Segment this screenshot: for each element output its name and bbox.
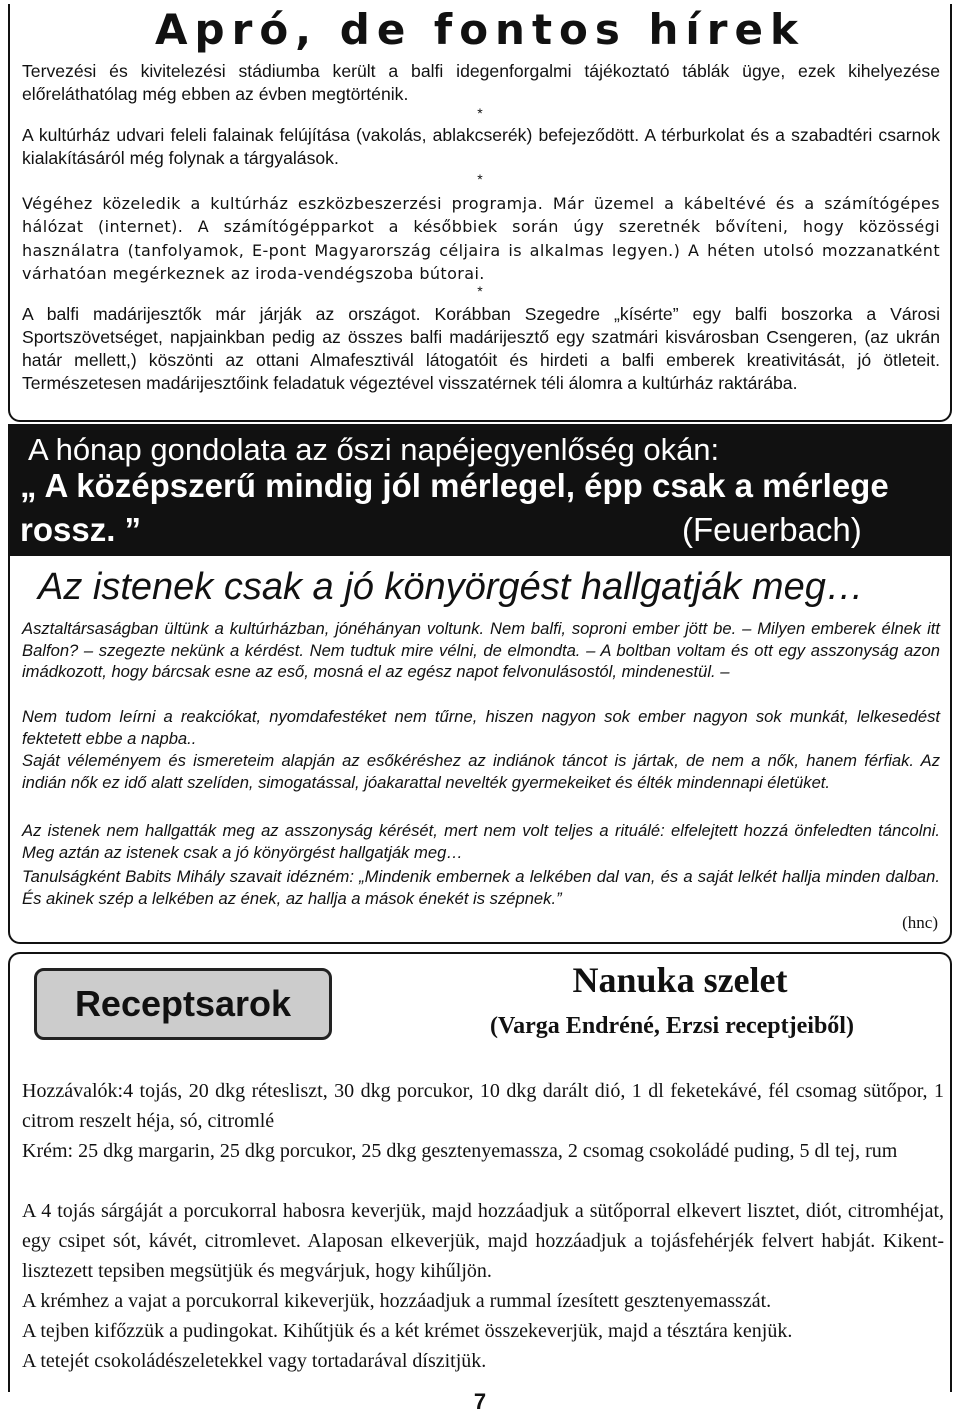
story-paragraph-4: Az istenek nem hallgatták meg az asszonyság kérését, mert nem volt teljes a rituálé: elfelejtett hozzá önfeledten táncolni. Meg aztán az istenek csak a jó könyörgést hallgatják meg…	[22, 821, 940, 862]
separator-star: *	[477, 105, 483, 121]
recipe-subtitle: (Varga Endréné, Erzsi receptjeiből)	[490, 1013, 854, 1039]
quote-text-line-1: „ A középszerű mindig jól mérlegel, épp csak a mérlege	[20, 467, 889, 504]
news-paragraph-2: A kultúrház udvari feleli falainak felújítása (vakolás, ablakcserék) befejeződött. A térburkolat és a szabadtéri csarnok kialakításáról még folynak a tárgyalások.	[22, 125, 940, 168]
story-signature: (hnc)	[902, 913, 938, 932]
story-paragraph-1: Asztaltársaságban ültünk a kultúrházban, jónéhányan voltunk. Nem balfi, soproni ember jött be. – Milyen emberek élnek itt Balfon? – szegezte nekünk a kérdést. Nem tudtuk mire vélni, de elmondta. – A boltban voltam és ott egy asszonyság azon imádkozott, hogy bárcsak esne az eső, mosná el az egész napot felvonulásostól, mindenestül. –	[22, 619, 940, 681]
news-paragraph-1: Tervezési és kivitelezési stádiumba került a balfi idegenforgalmi tájékoztató táblák ügye, ezek kihelyezése előreláthatólag még ebben az évben megtörténik.	[22, 61, 940, 104]
recipe-title: Nanuka szelet	[572, 960, 788, 1000]
story-title: Az istenek csak a jó könyörgést hallgatják meg…	[38, 566, 864, 608]
story-paragraph-5: Tanulságként Babits Mihály szavait idézném: „Mindenik embernek a lelkében dal van, és a saját lelkét hallja minden dalban. És akinek szép a lelkében az ének, az hallja a mások énekét is szépnek.”	[22, 867, 940, 908]
recipe-ingredients: Hozzávalók:4 tojás, 20 dkg rétesliszt, 30 dkg porcukor, 10 dkg darált dió, 1 dl feketekávé, fél csomag sütőpor, 1 citrom reszelt héja, só, citromlé	[22, 1080, 944, 1133]
page-number: 7	[473, 1389, 487, 1414]
recipe-cream: Krém: 25 dkg margarin, 25 dkg porcukor, 25 dkg gesztenyemassza, 2 csomag csokoládé puding, 5 dl tej, rum	[22, 1140, 898, 1162]
news-paragraph-4: A balfi madárijesztők már járják az országot. Korábban Szegedre „kísérte” egy balfi boszorka a Városi Sportszövetséget, napjainkban pedig az összes balfi madárijesztő egy szatmári kisvárosban Csengeren, (az ukrán határ mellett,) köszönti az ottani Almafesztivál látogatóit és hirdeti a balfi emberek kreativitását, jó ötleteit. Természetesen madárijesztőink feladatuk végeztével visszatérnek téli álomra a kultúrház raktárába.	[22, 304, 940, 393]
recipe-badge: Receptsarok	[34, 968, 332, 1040]
quote-intro: A hónap gondolata az őszi napéjegyenlőség okán:	[28, 432, 720, 467]
story-paragraph-3: Saját véleményem és ismereteim alapján az esőkéréshez az indiánok táncot is jártak, de nem a nők, hanem férfiak. Az indián nők ez idő alatt szelíden, simogatással, jóakarattal nevelték gyermekeiket és élték mindennapi életüket.	[22, 751, 940, 792]
recipe-step-3: A tejben kifőzzük a pudingokat. Kihűtjük és a két krémet összekeverjük, majd a tésztára kenjük.	[22, 1320, 793, 1342]
news-title: Apró, de fontos hírek	[155, 5, 805, 54]
recipe-step-4: A tetejét csokoládészeletekkel vagy tortadarával díszitjük.	[22, 1350, 487, 1372]
quote-text-line-2: rossz. ”	[20, 511, 142, 548]
recipe-step-1: A 4 tojás sárgáját a porcukorral habosra keverjük, majd hozzáadjuk a sütőporral elkevert lisztet, diót, citromhéjat, egy csipet sót, kávét, citromlevet. Alaposan elkeverjük, majd hozzáadjuk a tojásfehérjék felvert habját. Kikent-lisztezett tepsiben megsütjük és megvárjuk, hogy kihűljön.	[22, 1200, 944, 1283]
story-paragraph-2: Nem tudom leírni a reakciókat, nyomdafestéket nem tűrne, hiszen nagyon sok ember nagyon sok munkát, lelkesedést fektetett ebbe a napba..	[22, 707, 940, 748]
news-paragraph-3: Végéhez közeledik a kultúrház eszközbeszerzési programja. Már üzemel a kábeltévé és a számítógépes hálózat (internet). A számítógépparkot a későbbiek során úgy szeretnék bővíteni, hogy közösségi használatra (tanfolyamok, E-pont Magyarország céljaira is alkalmas legyen.) A héten utolsó mozzanatként várhatóan megérkeznek az iroda-vendégszoba bútorai.	[22, 194, 940, 284]
separator-star: *	[477, 171, 483, 187]
recipe-step-2: A krémhez a vajat a porcukorral kikeverjük, hozzáadjuk a rummal ízesített gesztenyemasszát.	[22, 1290, 772, 1312]
quote-author: (Feuerbach)	[682, 511, 862, 548]
separator-star: *	[477, 283, 483, 299]
